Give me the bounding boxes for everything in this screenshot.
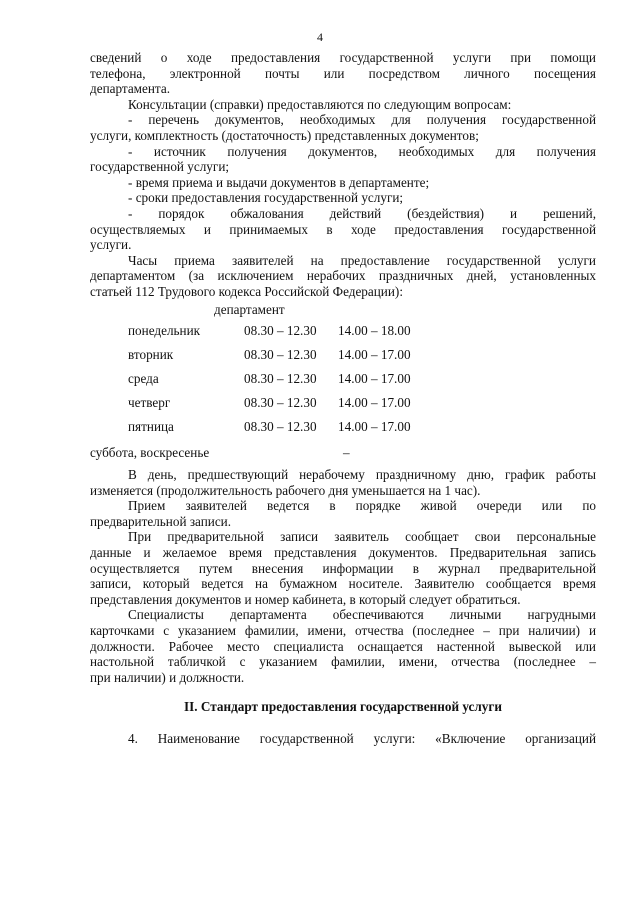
list-item-time: - время приема и выдачи документов в департаменте; (128, 174, 430, 190)
document-body (90, 50, 596, 747)
text-line: данные и желаемое время представления документов. Предварительная запись (90, 545, 596, 561)
text-line: - перечень документов, необходимых для получения государственной (128, 112, 596, 128)
schedule-day: четверг (128, 395, 171, 411)
paragraph-hours-intro (90, 253, 596, 300)
section-title: II. Стандарт предоставления государственной услуги (184, 699, 502, 715)
schedule-weekend-row (90, 445, 596, 467)
text-line: услуги, комплектность (достаточность) представленных документов; (90, 127, 479, 143)
paragraph-contact-methods (90, 50, 596, 97)
schedule-table (90, 323, 596, 443)
schedule-day: вторник (128, 347, 174, 363)
schedule-afternoon: 14.00 – 17.00 (338, 347, 411, 363)
list-item-documents (90, 112, 596, 143)
schedule-row (90, 419, 596, 443)
list-item-source (90, 144, 596, 175)
text-line: при наличии) и должности. (90, 669, 245, 685)
schedule-morning: 08.30 – 12.30 (244, 347, 317, 363)
list-item-appeal (90, 206, 596, 253)
text-line: изменяется (продолжительность рабочего дня уменьшается на 1 час). (90, 482, 481, 498)
text-line: услуги. (90, 237, 132, 253)
schedule-weekend-value: – (343, 445, 350, 461)
text-line: осуществляется путем внесения информации в журнал предварительной (90, 560, 596, 576)
schedule-morning: 08.30 – 12.30 (244, 419, 317, 435)
schedule-afternoon: 14.00 – 17.00 (338, 419, 411, 435)
schedule-afternoon: 14.00 – 17.00 (338, 395, 411, 411)
paragraph-item-4: 4. Наименование государственной услуги: «Включение организаций (128, 731, 596, 746)
text-line: - источник получения документов, необходимых для получения (128, 143, 596, 159)
text-line: Прием заявителей ведется в порядке живой очереди или по (128, 498, 596, 514)
text-line: карточками с указанием фамилии, имени, отчества (последнее – при наличии) и (90, 623, 596, 639)
paragraph-preregistration (90, 529, 596, 607)
paragraph-reception (90, 498, 596, 529)
text-line: - порядок обжалования действий (бездействия) и решений, (128, 205, 596, 221)
text-line: При предварительной записи заявитель сообщает свои персональные (128, 529, 596, 545)
text-line: статьей 112 Трудового кодекса Российской Федерации): (90, 283, 403, 299)
schedule-day: понедельник (128, 323, 201, 339)
schedule-afternoon: 14.00 – 18.00 (338, 323, 411, 339)
text-line: осуществляемых и принимаемых в ходе предоставления государственной (90, 221, 596, 237)
schedule-day: среда (128, 371, 159, 387)
text-line: представления документов и номер кабинета, в который следует обратиться. (90, 591, 521, 607)
text-line: настольной табличкой с указанием фамилии, имени, отчества (последнее – (90, 654, 596, 670)
text-line: должности. Рабочее место специалиста оснащается настенной вывеской или (90, 638, 596, 654)
text-line: департамента. (90, 81, 171, 97)
text-line: телефона, электронной почты или посредством личного посещения (90, 65, 596, 81)
page-number: 4 (317, 30, 323, 44)
text-line: государственной услуги; (90, 159, 230, 175)
paragraph-consult-intro: Консультации (справки) предоставляются по следующим вопросам: (128, 96, 512, 112)
list-item-deadlines: - сроки предоставления государственной услуги; (128, 190, 404, 206)
schedule-morning: 08.30 – 12.30 (244, 371, 317, 387)
schedule-row (90, 323, 596, 347)
text-line: В день, предшествующий нерабочему праздничному дню, график работы (128, 467, 596, 483)
schedule-morning: 08.30 – 12.30 (244, 395, 317, 411)
schedule-header: департамент (214, 301, 285, 317)
schedule-row (90, 371, 596, 395)
schedule-afternoon: 14.00 – 17.00 (338, 371, 411, 387)
text-line: Часы приема заявителей на предоставление государственной услуги (128, 252, 596, 268)
schedule-day: пятница (128, 419, 174, 435)
text-line: Специалисты департамента обеспечиваются личными нагрудными (128, 607, 596, 623)
paragraph-specialists (90, 607, 596, 685)
text-line: департаментом (за исключением нерабочих праздничных дней, установленных (90, 268, 596, 284)
schedule-row (90, 395, 596, 419)
text-line: сведений о ходе предоставления государственной услуги при помощи (90, 50, 596, 65)
schedule-row (90, 347, 596, 371)
text-line: предварительной записи. (90, 513, 232, 529)
paragraph-holiday (90, 467, 596, 498)
text-line: записи, который ведется на бумажном носителе. Заявителю сообщается время (90, 576, 596, 592)
schedule-morning: 08.30 – 12.30 (244, 323, 317, 339)
schedule-weekend-day: суббота, воскресенье (90, 445, 210, 461)
